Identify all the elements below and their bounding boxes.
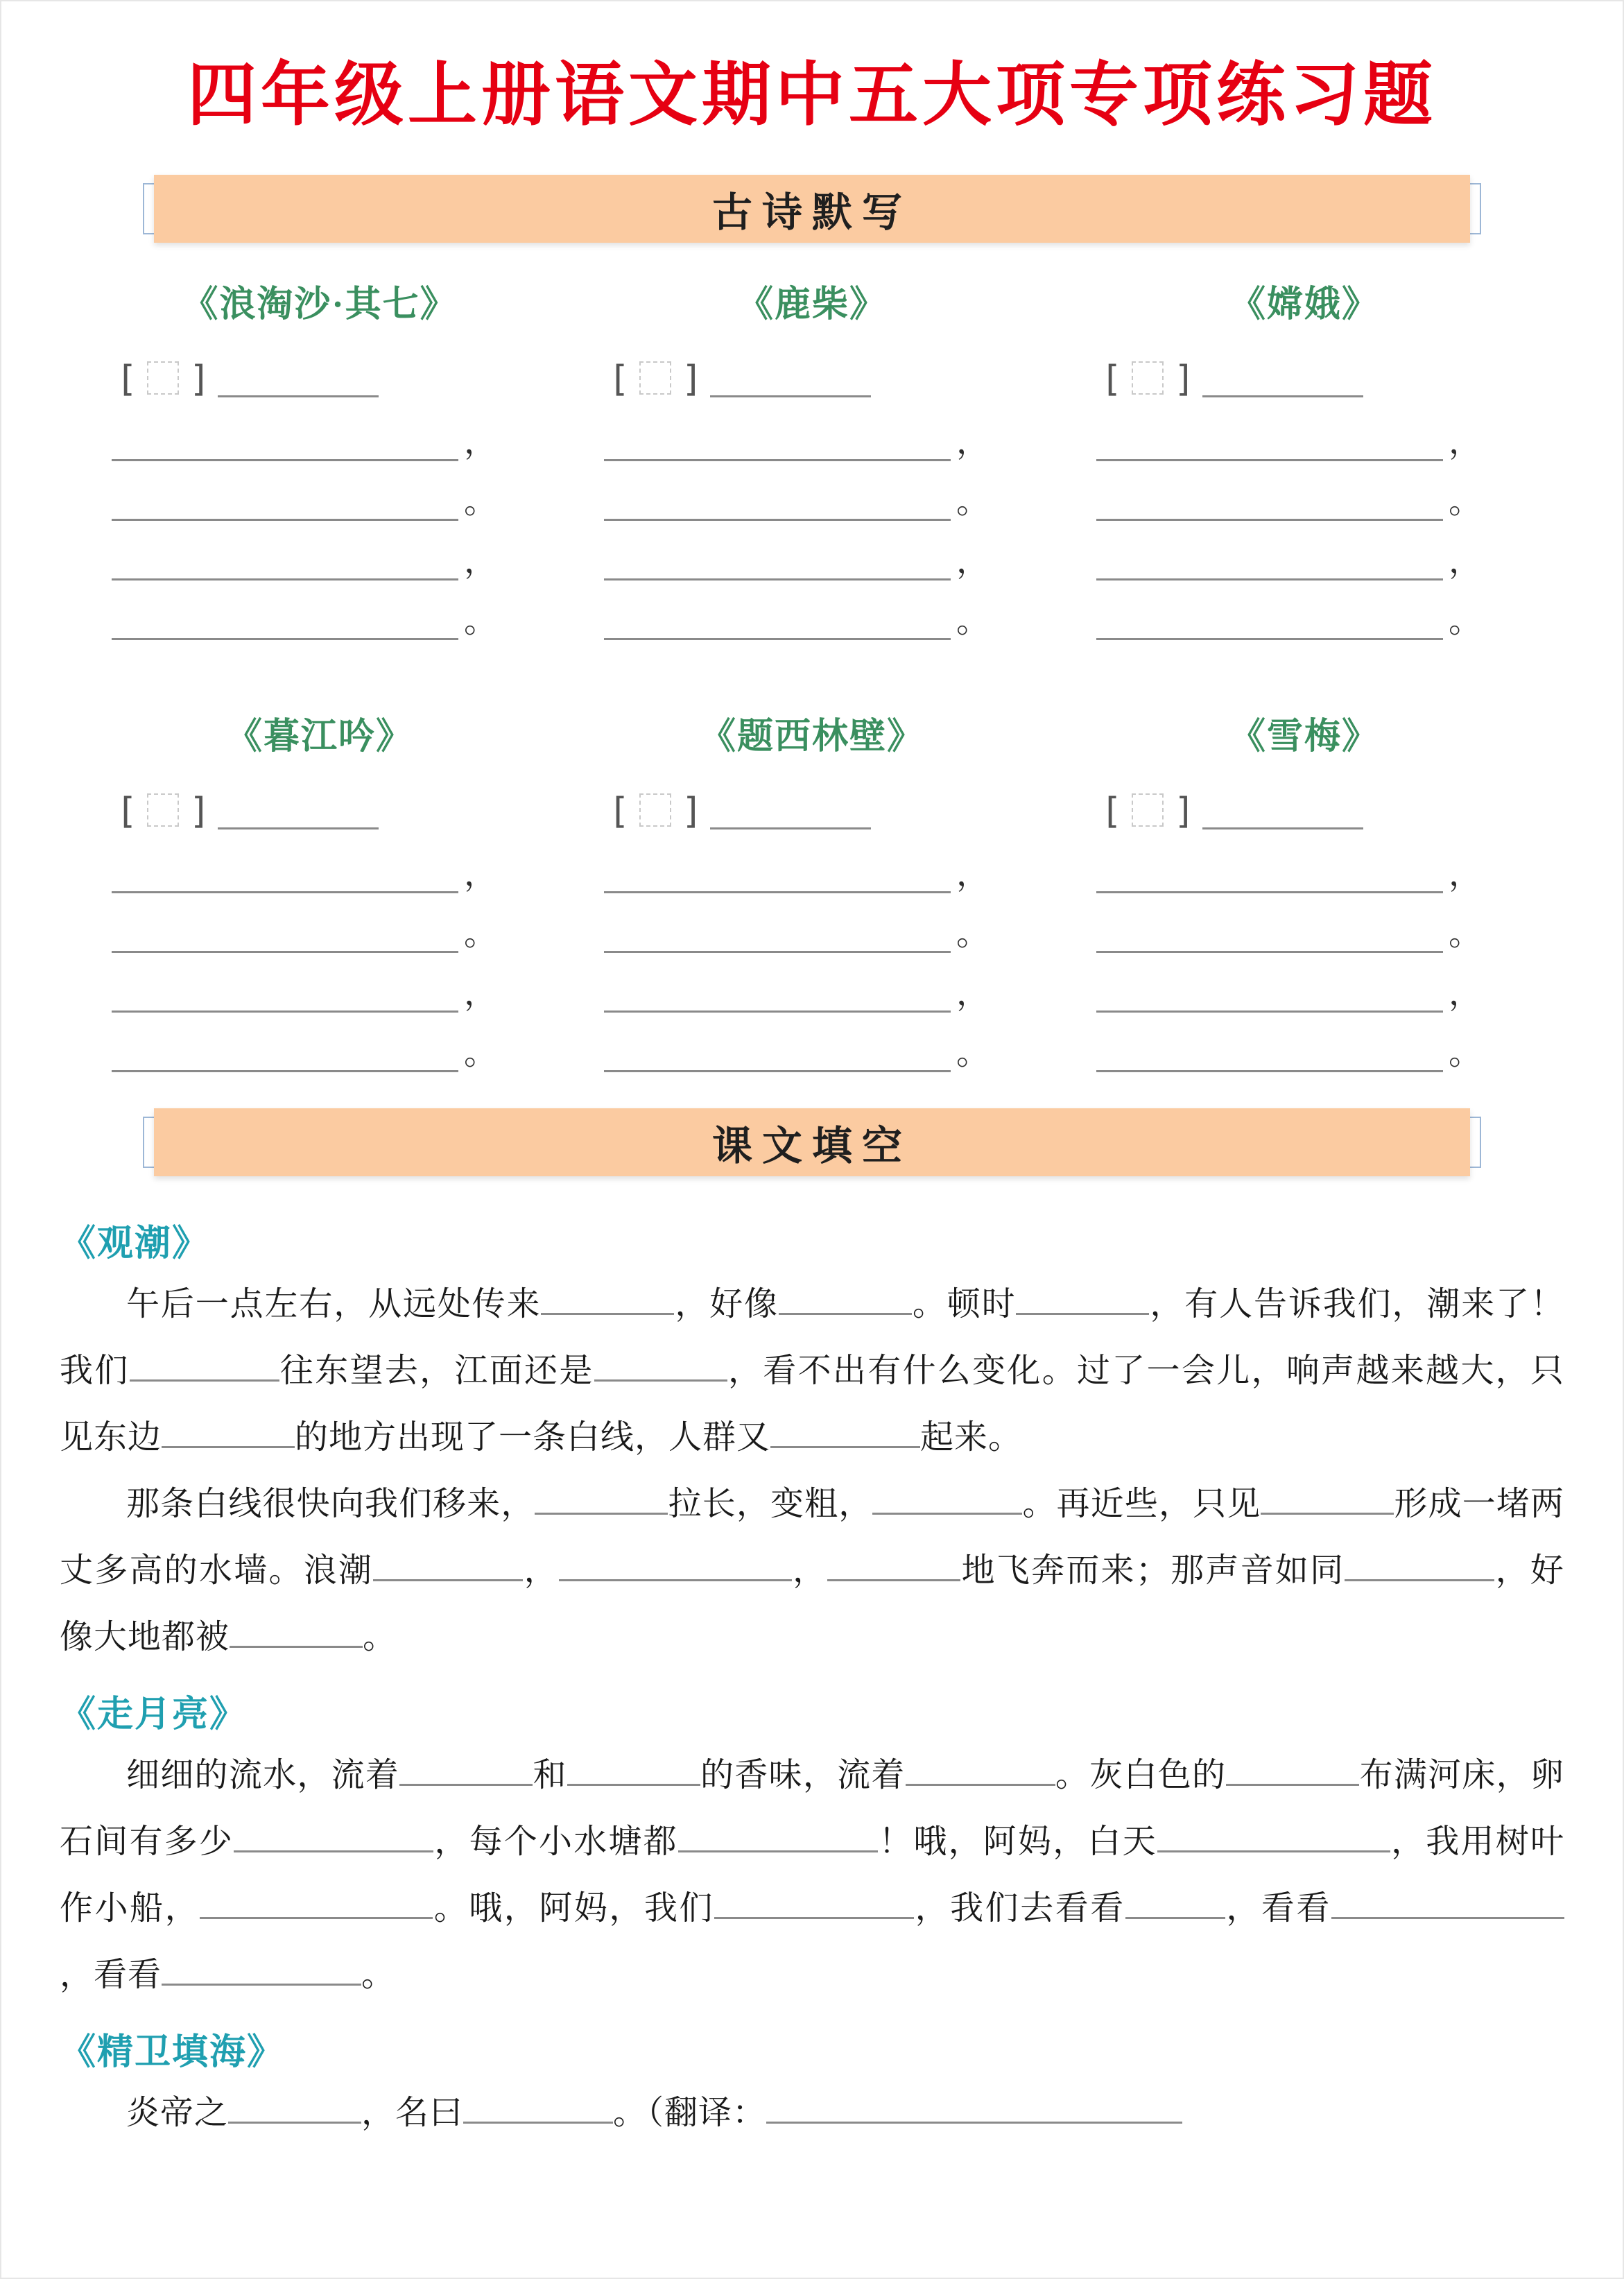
poem-row-1 bbox=[112, 275, 1512, 640]
verse-punctuation: ， bbox=[1449, 424, 1483, 461]
passage-title: 《精卫填海》 bbox=[60, 2033, 285, 2072]
verse-blank[interactable] bbox=[1096, 877, 1443, 893]
passage-text: ，好像大地都被 bbox=[60, 1552, 1564, 1656]
verse-blank[interactable] bbox=[604, 624, 951, 640]
passage-text: 炎帝之 bbox=[126, 2095, 229, 2131]
fill-blank[interactable] bbox=[130, 1365, 279, 1382]
fill-blank[interactable] bbox=[1345, 1565, 1494, 1581]
verse-blank[interactable] bbox=[112, 445, 458, 461]
verse-punctuation: 。 bbox=[956, 483, 990, 521]
poem-verse-line bbox=[112, 461, 528, 521]
fill-blank[interactable] bbox=[234, 1836, 433, 1852]
verse-blank[interactable] bbox=[112, 996, 458, 1013]
author-blank[interactable] bbox=[218, 379, 379, 397]
poem-verse-line bbox=[1096, 834, 1512, 893]
poem-verse-line bbox=[604, 402, 1020, 461]
author-blank[interactable] bbox=[218, 811, 379, 829]
fill-blank[interactable] bbox=[463, 2107, 613, 2124]
poem-verse-line bbox=[1096, 521, 1512, 580]
verse-blank[interactable] bbox=[112, 564, 458, 580]
fill-blank[interactable] bbox=[594, 1365, 727, 1382]
poem-author-line bbox=[608, 341, 1020, 400]
fill-blank[interactable] bbox=[399, 1769, 533, 1786]
fill-blank[interactable] bbox=[779, 1298, 912, 1315]
verse-punctuation: 。 bbox=[1449, 915, 1483, 953]
poem-verse-line bbox=[112, 580, 528, 640]
fill-blank[interactable] bbox=[1125, 1902, 1225, 1919]
poem-verse-line bbox=[112, 893, 528, 953]
fill-blank[interactable] bbox=[1016, 1298, 1149, 1315]
passage-text: 起来。 bbox=[920, 1419, 1023, 1456]
dynasty-placeholder-box[interactable] bbox=[147, 361, 179, 395]
passage-paragraph bbox=[60, 1271, 1564, 1471]
poem-block bbox=[604, 275, 1020, 640]
verse-blank[interactable] bbox=[604, 445, 951, 461]
verse-punctuation: 。 bbox=[956, 915, 990, 953]
poem-verse-line bbox=[1096, 580, 1512, 640]
fill-blank[interactable] bbox=[872, 1498, 1022, 1515]
verse-punctuation: 。 bbox=[1449, 483, 1483, 521]
verse-blank[interactable] bbox=[604, 564, 951, 580]
passage-text: 和 bbox=[533, 1757, 567, 1794]
fill-blank[interactable] bbox=[766, 2107, 1182, 2124]
left-bracket: [ bbox=[116, 791, 138, 832]
dynasty-placeholder-box[interactable] bbox=[1132, 361, 1164, 395]
passage-text: 。 bbox=[361, 1957, 396, 1993]
verse-punctuation: ， bbox=[956, 543, 990, 580]
poem-verse-line bbox=[604, 1013, 1020, 1072]
verse-punctuation: ， bbox=[1449, 856, 1483, 893]
verse-punctuation: 。 bbox=[956, 1035, 990, 1072]
passage-text: ！哦，阿妈，白天 bbox=[877, 1823, 1157, 1860]
verse-punctuation: 。 bbox=[1449, 1035, 1483, 1072]
poem-block bbox=[1096, 707, 1512, 1072]
fill-blank[interactable] bbox=[541, 1298, 674, 1315]
dynasty-placeholder-box[interactable] bbox=[639, 793, 671, 827]
verse-blank[interactable] bbox=[1096, 1056, 1443, 1072]
fill-blank[interactable] bbox=[228, 2107, 361, 2124]
verse-punctuation: 。 bbox=[956, 603, 990, 640]
poem-author-line bbox=[1100, 773, 1512, 832]
poem-verse-line bbox=[604, 834, 1020, 893]
verse-blank[interactable] bbox=[112, 936, 458, 953]
passage-text: 布满河床，卵石间有多少 bbox=[60, 1757, 1564, 1860]
passage-text: 。 bbox=[363, 1619, 397, 1656]
passage-text: 的香味，流着 bbox=[700, 1757, 906, 1794]
author-blank[interactable] bbox=[1202, 379, 1363, 397]
poem-verse-line bbox=[112, 521, 528, 580]
poem-row-2 bbox=[112, 707, 1512, 1072]
passage-text: ，名曰 bbox=[361, 2095, 464, 2131]
passage-title: 《走月亮》 bbox=[60, 1695, 248, 1735]
passage-text: 。（翻译： bbox=[613, 2095, 767, 2131]
verse-punctuation: ， bbox=[464, 543, 498, 580]
poem-block bbox=[112, 275, 528, 640]
page-title: 四年级上册语文期中五大项专项练习题 bbox=[187, 57, 1437, 134]
fill-blank[interactable] bbox=[1226, 1769, 1359, 1786]
verse-blank[interactable] bbox=[604, 1056, 951, 1072]
verse-blank[interactable] bbox=[604, 936, 951, 953]
right-bracket: ] bbox=[1173, 791, 1195, 832]
passage-paragraph bbox=[60, 2080, 1564, 2147]
passage-text: 细细的流水，流着 bbox=[126, 1757, 400, 1794]
passage-text: ，看不出有什么变化。过了一会儿，响声越来越大，只见东边 bbox=[60, 1352, 1564, 1456]
poetry-section-header bbox=[143, 175, 1481, 243]
passage-text: ，看看 bbox=[1225, 1890, 1331, 1927]
poetry-section-title: 古诗默写 bbox=[154, 175, 1470, 243]
passage-text: ，好像 bbox=[674, 1286, 779, 1323]
passages-container bbox=[50, 1176, 1574, 2147]
fill-blank[interactable] bbox=[1331, 1902, 1564, 1919]
verse-punctuation: 。 bbox=[464, 603, 498, 640]
fill-blank[interactable] bbox=[1157, 1836, 1390, 1852]
passage-text: 往东望去，江面还是 bbox=[279, 1352, 594, 1389]
verse-punctuation: ， bbox=[464, 424, 498, 461]
verse-punctuation: ， bbox=[1449, 975, 1483, 1013]
verse-punctuation: 。 bbox=[1449, 603, 1483, 640]
left-bracket: [ bbox=[1100, 359, 1123, 400]
passage-text: 。顿时 bbox=[911, 1286, 1017, 1323]
fill-blank[interactable] bbox=[770, 1431, 920, 1448]
verse-blank[interactable] bbox=[1096, 936, 1443, 953]
poem-verse-line bbox=[112, 953, 528, 1013]
poem-verse-line bbox=[1096, 461, 1512, 521]
fill-blank[interactable] bbox=[714, 1902, 914, 1919]
verse-blank[interactable] bbox=[1096, 996, 1443, 1013]
left-bracket: [ bbox=[1100, 791, 1123, 832]
verse-blank[interactable] bbox=[604, 504, 951, 521]
fill-blank[interactable] bbox=[162, 1431, 295, 1448]
passage-text: 那条白线很快向我们移来， bbox=[126, 1486, 535, 1522]
fill-section-title: 课文填空 bbox=[154, 1108, 1470, 1176]
author-blank[interactable] bbox=[710, 811, 871, 829]
verse-blank[interactable] bbox=[112, 624, 458, 640]
passage-text: ， bbox=[523, 1552, 559, 1589]
passage-text: ，有人告诉我们，潮来了！我们 bbox=[60, 1286, 1564, 1389]
verse-blank[interactable] bbox=[1096, 624, 1443, 640]
poem-author-line bbox=[608, 773, 1020, 832]
passage-text: 形成一堵两丈多高的水墙。浪潮 bbox=[60, 1486, 1564, 1589]
left-bracket: [ bbox=[116, 359, 138, 400]
fill-blank[interactable] bbox=[678, 1836, 878, 1852]
passage-text: 的地方出现了一条白线，人群又 bbox=[295, 1419, 771, 1456]
fill-blank[interactable] bbox=[559, 1565, 792, 1581]
poem-verse-line bbox=[604, 580, 1020, 640]
poem-verse-line bbox=[1096, 953, 1512, 1013]
passage-text: 拉长，变粗， bbox=[668, 1486, 873, 1522]
right-bracket: ] bbox=[189, 791, 211, 832]
passage-text: 午后一点左右，从远处传来 bbox=[126, 1286, 542, 1323]
fill-blank[interactable] bbox=[567, 1769, 700, 1786]
passage-paragraph bbox=[60, 1742, 1564, 2009]
verse-blank[interactable] bbox=[604, 996, 951, 1013]
dynasty-placeholder-box[interactable] bbox=[147, 793, 179, 827]
right-bracket: ] bbox=[681, 791, 703, 832]
passage-text: 地飞奔而来；那声音如同 bbox=[960, 1552, 1345, 1589]
passage-text: 。哦，阿妈，我们 bbox=[433, 1890, 715, 1927]
poem-verse-line bbox=[112, 402, 528, 461]
author-blank[interactable] bbox=[710, 379, 871, 397]
verse-blank[interactable] bbox=[112, 504, 458, 521]
poem-block bbox=[1096, 275, 1512, 640]
verse-punctuation: ， bbox=[1449, 543, 1483, 580]
poem-author-line bbox=[1100, 341, 1512, 400]
right-bracket: ] bbox=[681, 359, 703, 400]
fill-blank[interactable] bbox=[906, 1769, 1055, 1786]
poem-verse-line bbox=[112, 1013, 528, 1072]
dynasty-placeholder-box[interactable] bbox=[639, 361, 671, 395]
poem-block bbox=[604, 707, 1020, 1072]
poem-title: 《嫦娥》 bbox=[1229, 285, 1379, 325]
passage-text: 。再近些，只见 bbox=[1022, 1486, 1261, 1522]
poem-author-line bbox=[116, 773, 528, 832]
fill-blank[interactable] bbox=[230, 1631, 363, 1648]
passage-text: 。灰白色的 bbox=[1055, 1757, 1227, 1794]
verse-blank[interactable] bbox=[1096, 564, 1443, 580]
poem-verse-line bbox=[1096, 1013, 1512, 1072]
verse-punctuation: 。 bbox=[464, 483, 498, 521]
verse-blank[interactable] bbox=[1096, 445, 1443, 461]
fill-blank[interactable] bbox=[200, 1902, 433, 1919]
fill-blank[interactable] bbox=[162, 1969, 361, 1986]
passage-text: ， bbox=[791, 1552, 828, 1589]
passage-text: ，看看 bbox=[60, 1957, 162, 1993]
verse-punctuation: 。 bbox=[464, 1035, 498, 1072]
verse-blank[interactable] bbox=[112, 1056, 458, 1072]
poem-verse-line bbox=[1096, 893, 1512, 953]
fill-blank[interactable] bbox=[373, 1565, 523, 1581]
verse-blank[interactable] bbox=[112, 877, 458, 893]
poem-block bbox=[112, 707, 528, 1072]
verse-blank[interactable] bbox=[604, 877, 951, 893]
verse-punctuation: ， bbox=[956, 856, 990, 893]
passage-text: ，每个小水塘都 bbox=[433, 1823, 678, 1860]
right-bracket: ] bbox=[189, 359, 211, 400]
poem-verse-line bbox=[1096, 402, 1512, 461]
poem-verse-line bbox=[604, 893, 1020, 953]
poem-verse-line bbox=[604, 953, 1020, 1013]
fill-blank[interactable] bbox=[1261, 1498, 1394, 1515]
right-bracket: ] bbox=[1173, 359, 1195, 400]
poem-title: 《雪梅》 bbox=[1229, 717, 1379, 757]
verse-blank[interactable] bbox=[1096, 504, 1443, 521]
passage-text: ，我们去看看 bbox=[914, 1890, 1125, 1927]
poem-title: 《浪淘沙·其七》 bbox=[182, 285, 458, 325]
verse-punctuation: ， bbox=[956, 975, 990, 1013]
left-bracket: [ bbox=[608, 359, 630, 400]
poem-title: 《暮江吟》 bbox=[225, 717, 413, 757]
fill-blank[interactable] bbox=[535, 1498, 668, 1515]
passage-paragraph bbox=[60, 1471, 1564, 1671]
passage-title: 《观潮》 bbox=[60, 1224, 210, 1264]
verse-punctuation: ， bbox=[464, 856, 498, 893]
left-bracket: [ bbox=[608, 791, 630, 832]
fill-section-header bbox=[143, 1108, 1481, 1176]
poem-verse-line bbox=[112, 834, 528, 893]
poem-title: 《鹿柴》 bbox=[736, 285, 887, 325]
fill-blank[interactable] bbox=[827, 1565, 960, 1581]
poem-title: 《题西林壁》 bbox=[699, 717, 924, 757]
passage-text: ，我用树叶作小船， bbox=[60, 1823, 1564, 1927]
author-blank[interactable] bbox=[1202, 811, 1363, 829]
poem-verse-line bbox=[604, 521, 1020, 580]
poem-author-line bbox=[116, 341, 528, 400]
verse-punctuation: ， bbox=[464, 975, 498, 1013]
verse-punctuation: ， bbox=[956, 424, 990, 461]
dynasty-placeholder-box[interactable] bbox=[1132, 793, 1164, 827]
verse-punctuation: 。 bbox=[464, 915, 498, 953]
poem-verse-line bbox=[604, 461, 1020, 521]
